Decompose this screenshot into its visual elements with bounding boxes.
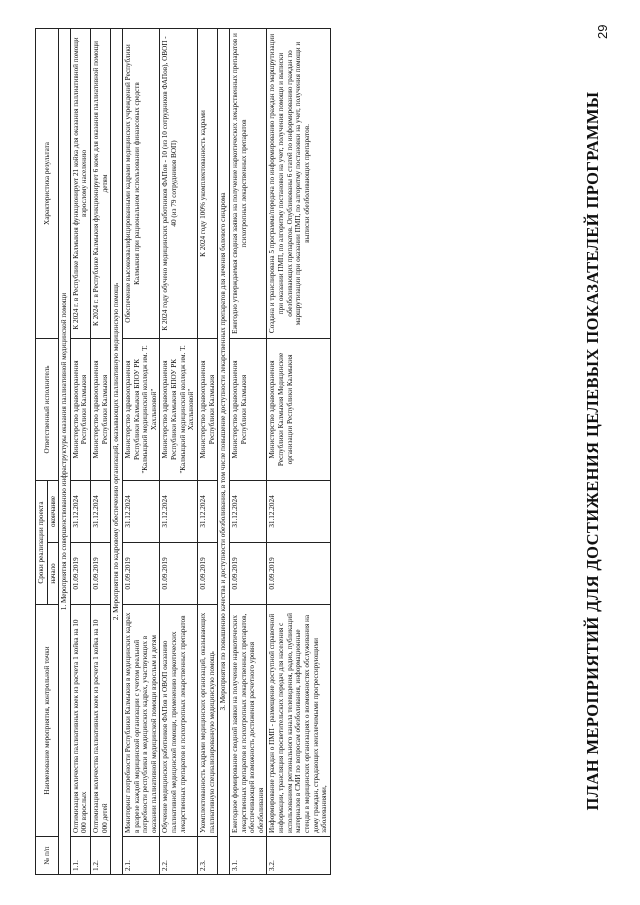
cell-end: 31.12.2024 — [160, 480, 198, 542]
cell-num: 1.1. — [70, 837, 90, 875]
cell-num: 2.3. — [198, 837, 218, 875]
cell-result: К 2024 году обучено медицинских работников ФАПов - 10 (из 10 сотрудников ФАПов), ОВОП - 40 (из 79 сотрудников ВОП) — [160, 28, 198, 338]
cell-name: Мониторинг потребности Республики Калмыкия в медицинских кадрах в разрезе каждой медицинской организации с учетом реальной потребности республики в медицинских кадрах, участвующих в оказании паллиативной медицинской помощи взрослым и детям — [122, 605, 160, 837]
cell-num: 2.1. — [122, 837, 160, 875]
section-row — [111, 28, 123, 874]
header-end: окончание — [47, 480, 58, 542]
cell-num: 3.1. — [229, 837, 267, 875]
section-row — [218, 28, 230, 874]
cell-name: Информирование граждан о ПМП - размещение доступной справочной информации, трансляция просветительских передач для населения с использованием регионального канала телевидения, радио, публикаций материалов в СМИ по вопросам обезболивания, информационные стенды в медицинских организациях о возможностях обслуживания на дому граждан, страдающих неизлечимыми прогрессирующими заболеваниями, — [267, 605, 330, 837]
cell-responsible: Министерство здравоохранения Республики Калмыкия БПОУ РК "Калмыцкий медицинский колледж им. Т. Хахлыновой" — [122, 338, 160, 480]
header-start: начало — [47, 543, 58, 605]
cell-name: Оптимизация количества паллиативных коек из расчета 1 койка на 10 000 детей — [90, 605, 110, 837]
cell-responsible: Министерство здравоохранения Республики Калмыкия — [229, 338, 267, 480]
cell-start: 01.09.2019 — [90, 543, 110, 605]
cell-end: 31.12.2024 — [267, 480, 330, 542]
section-title: 1. Мероприятия по совершенствованию инфраструктуры оказания паллиативной медицинской помощи — [59, 28, 71, 874]
cell-responsible: Министерство здравоохранения Республики Калмыкия — [90, 338, 110, 480]
header-dates: Сроки реализации проекта — [36, 480, 48, 604]
cell-responsible: Министерство здравоохранения Республики Калмыкия — [198, 338, 218, 480]
cell-end: 31.12.2024 — [90, 480, 110, 542]
cell-start: 01.09.2019 — [70, 543, 90, 605]
cell-end: 31.12.2024 — [229, 480, 267, 542]
cell-end: 31.12.2024 — [70, 480, 90, 542]
cell-name: Оптимизация количества паллиативных коек из расчета 1 койка на 10 000 взрослых — [70, 605, 90, 837]
section-title: 3. Мероприятия по повышению качества и доступности обезболивания, в том числе повышение доступности лекарственных препаратов для лечения болевого синдрома — [218, 28, 230, 874]
cell-start: 01.09.2019 — [267, 543, 330, 605]
cell-result: К 2024 г. в Республике Калмыкия функционирует 21 койка для оказания паллиативной помощи взрослому населению — [70, 28, 90, 338]
page-title: ПЛАН МЕРОПРИЯТИЙ ДЛЯ ДОСТИЖЕНИЯ ЦЕЛЕВЫХ ПОКАЗАТЕЛЕЙ ПРОГРАММЫ — [583, 91, 602, 811]
table-row — [90, 28, 110, 874]
table-row — [267, 28, 330, 874]
header-name: Наименование мероприятия, контрольной точки — [36, 605, 59, 837]
cell-start: 01.09.2019 — [198, 543, 218, 605]
measures-table — [35, 28, 331, 875]
table-row — [70, 28, 90, 874]
cell-result: Обеспечение высококвалифицированными кадрами медицинских учреждений Республики Калмыкия при рациональном использовании финансовых средств — [122, 28, 160, 338]
cell-responsible: Министерство здравоохранения Республики Калмыкия — [70, 338, 90, 480]
cell-start: 01.09.2019 — [160, 543, 198, 605]
cell-responsible: Министерство здравоохранения Республики Калмыкия БПОУ РК "Калмыцкий медицинский колледж им. Т. Хахлыновой" — [160, 338, 198, 480]
cell-result: Ежегодно утверждаемая сводная заявка на получение наркотических лекарственных препаратов и психотропных лекарственных препаратов — [229, 28, 267, 338]
cell-start: 01.09.2019 — [122, 543, 160, 605]
section-row — [59, 28, 71, 874]
cell-num: 2.2. — [160, 837, 198, 875]
cell-end: 31.12.2024 — [122, 480, 160, 542]
table-row — [229, 28, 267, 874]
cell-responsible: Министерство здравоохранения Республики Калмыкия Медицинские организации Республики Калмыкия — [267, 338, 330, 480]
table-row — [198, 28, 218, 874]
cell-result: К 2024 году 100% укомплектованность кадрами — [198, 28, 218, 338]
table-row — [122, 28, 160, 874]
header-responsible: Ответственный исполнитель — [36, 338, 59, 480]
cell-name: Укомплектованность кадрами медицинских организаций, оказывающих паллиативную специализированную медицинскую помощь — [198, 605, 218, 837]
cell-name: Обучение медицинских работников ФАПов и ОВОП оказанию паллиативной медицинской помощи, применению наркотических лекарственных препаратов и психотропных лекарственных препаратов — [160, 605, 198, 837]
cell-name: Ежегодное формирование сводной заявки на получение наркотических лекарственных препаратов и психотропных лекарственных препаратов, обеспечивающей возможность достижения расчетного уровня обезболивания — [229, 605, 267, 837]
section-title: 2. Мероприятия по кадровому обеспечению организаций, оказывающих паллиативную медицинскую помощь — [111, 28, 123, 874]
cell-start: 01.09.2019 — [229, 543, 267, 605]
header-result: Характеристика результата — [36, 28, 59, 338]
cell-end: 31.12.2024 — [198, 480, 218, 542]
page-number: 29 — [595, 24, 610, 39]
cell-num: 3.2. — [267, 837, 330, 875]
header-num: № п/п — [36, 837, 59, 875]
cell-result: К 2024 г. в Республике Калмыкия функционирует 6 коек для оказания паллиативной помощи детям — [90, 28, 110, 338]
cell-result: Создана и транслирована 5 программа/передача по информированию граждан по маршрутизации при оказании ПМП, по алгоритму постановки на учет, получения помощи и выписки обезболивающих препаратов. Опубликованы 6 статей по информированию граждан по маршрутизации при оказании ПМП, по алгоритму постановки на учет, получения помощи и выписки обезболивающих препаратов. — [267, 28, 330, 338]
table-header-row — [36, 28, 48, 874]
table-row — [160, 28, 198, 874]
cell-num: 1.2. — [90, 837, 110, 875]
